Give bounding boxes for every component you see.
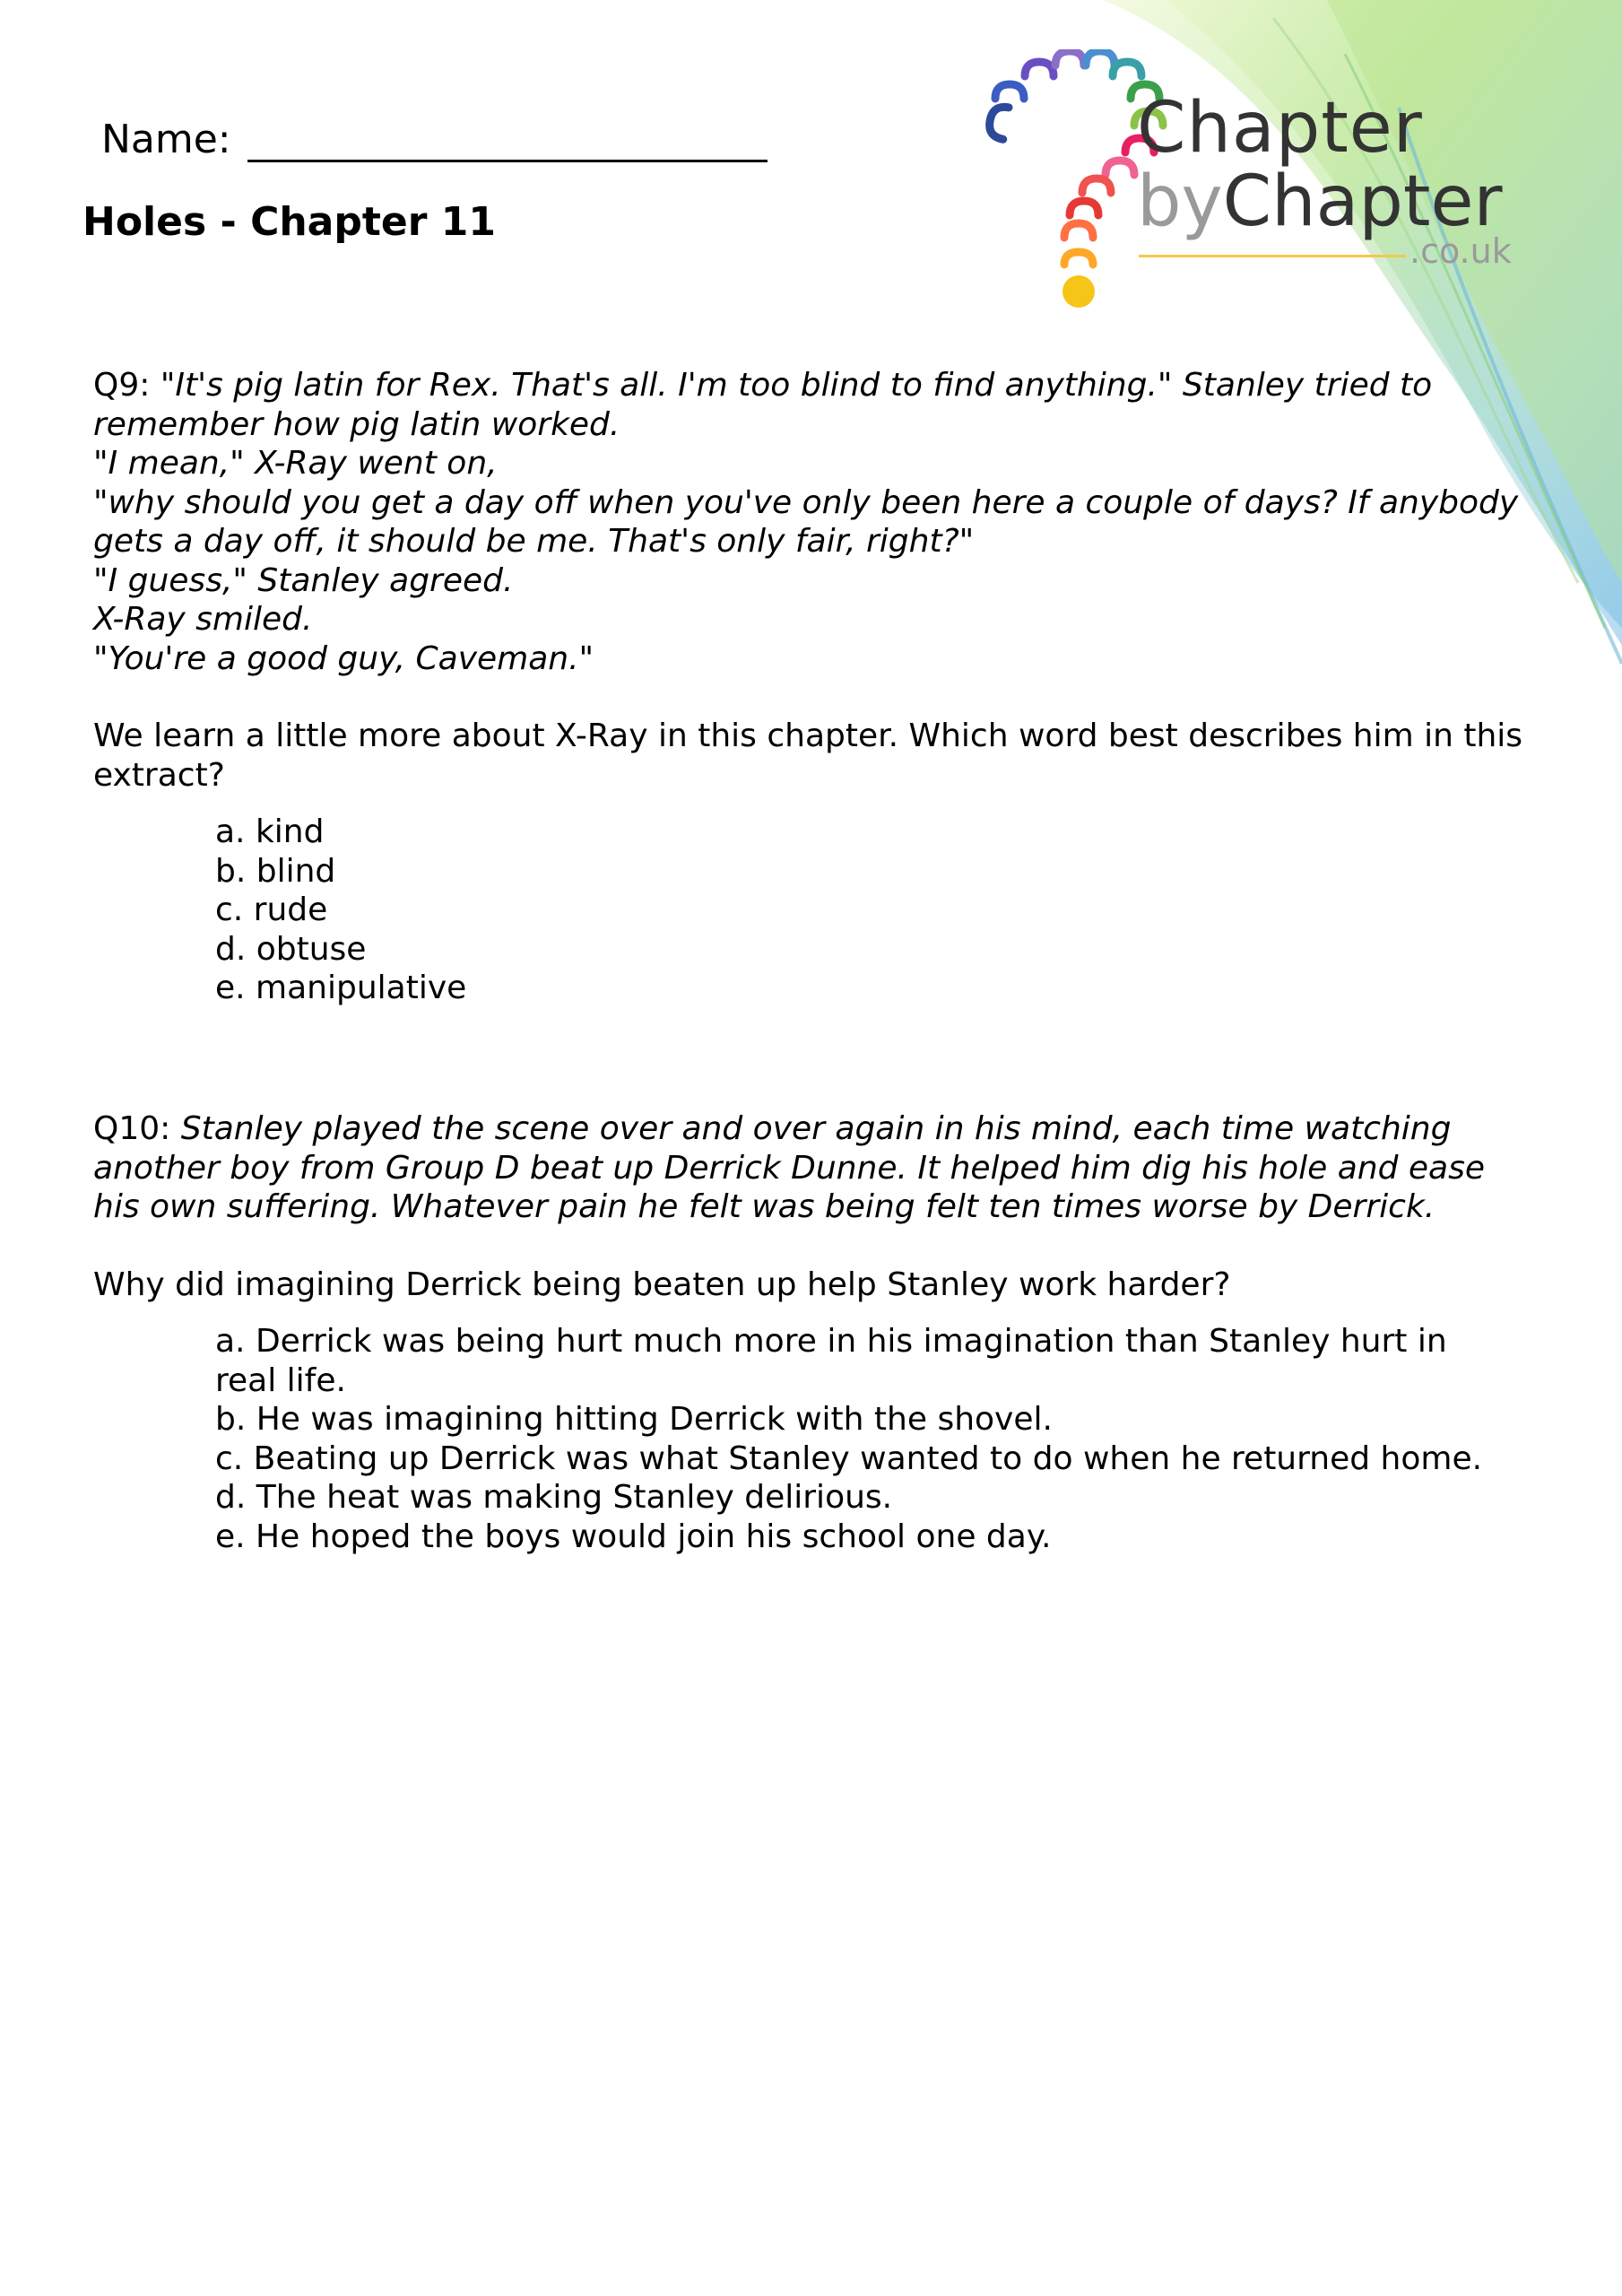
name-label: Name: [101,117,231,162]
q9-label: Q9: [93,367,151,404]
q10-option[interactable]: b. He was imagining hitting Derrick with the shovel. [215,1401,1053,1438]
q9-quote-line: "I guess," Stanley agreed. [93,561,514,599]
q9-option[interactable]: c. rude [215,891,328,928]
question-9 [93,366,1523,1008]
q10-options [93,1322,1523,1556]
logo-by-text: by [1137,161,1223,242]
logo-wordmark-line1: Chapter [1137,88,1423,169]
q9-options [93,813,1523,1008]
q9-option[interactable]: a. kind [215,813,325,850]
q9-option[interactable]: d. obtuse [215,930,367,968]
logo-wordmark-line2 [1137,161,1503,242]
q10-option[interactable]: a. Derrick was being hurt much more in his imagination than Stanley hurt in real life. [215,1323,1447,1399]
q10-label: Q10: [93,1110,171,1147]
logo-domain-text: .co.uk [1409,231,1512,271]
q9-quote-line: "why should you get a day off when you've only been here a couple of days? If anybody gets a day off, it should be me. That's only fair, right?" [93,483,1519,560]
q9-quote-line: X-Ray smiled. [93,601,313,638]
logo-chapter-text: Chapter [1222,161,1503,242]
q9-option[interactable]: b. blind [215,852,336,890]
q9-quote-line: "I mean," X-Ray went on, [93,445,498,482]
q9-option[interactable]: e. manipulative [215,970,467,1006]
q10-quote: Stanley played the scene over and over again in his mind, each time watching another boy from Group D beat up Derrick Dunne. It helped him dig his hole and ease his own suffering. Whatever pain he felt was being felt ten times worse by Derrick. [93,1110,1486,1225]
q9-quote-line: "It's pig latin for Rex. That's all. I'm too blind to find anything." Stanley tried to remember how pig latin worked. [93,367,1433,443]
q10-option[interactable]: d. The heat was making Stanley delirious. [215,1479,893,1516]
name-row [101,117,768,162]
logo-underline [1139,255,1406,257]
q10-option[interactable]: e. He hoped the boys would join his school one day. [215,1518,1052,1555]
name-field[interactable] [247,117,768,162]
q10-question: Why did imagining Derrick being beaten up help Stanley work harder? [93,1265,1231,1303]
q9-quote-line: "You're a good guy, Caveman." [93,639,594,677]
question-10 [93,1109,1523,1556]
q10-option[interactable]: c. Beating up Derrick was what Stanley wanted to do when he returned home. [215,1439,1483,1477]
q9-question: We learn a little more about X-Ray in this chapter. Which word best describes him in this extract? [93,718,1523,794]
worksheet-title: Holes - Chapter 11 [82,199,496,245]
